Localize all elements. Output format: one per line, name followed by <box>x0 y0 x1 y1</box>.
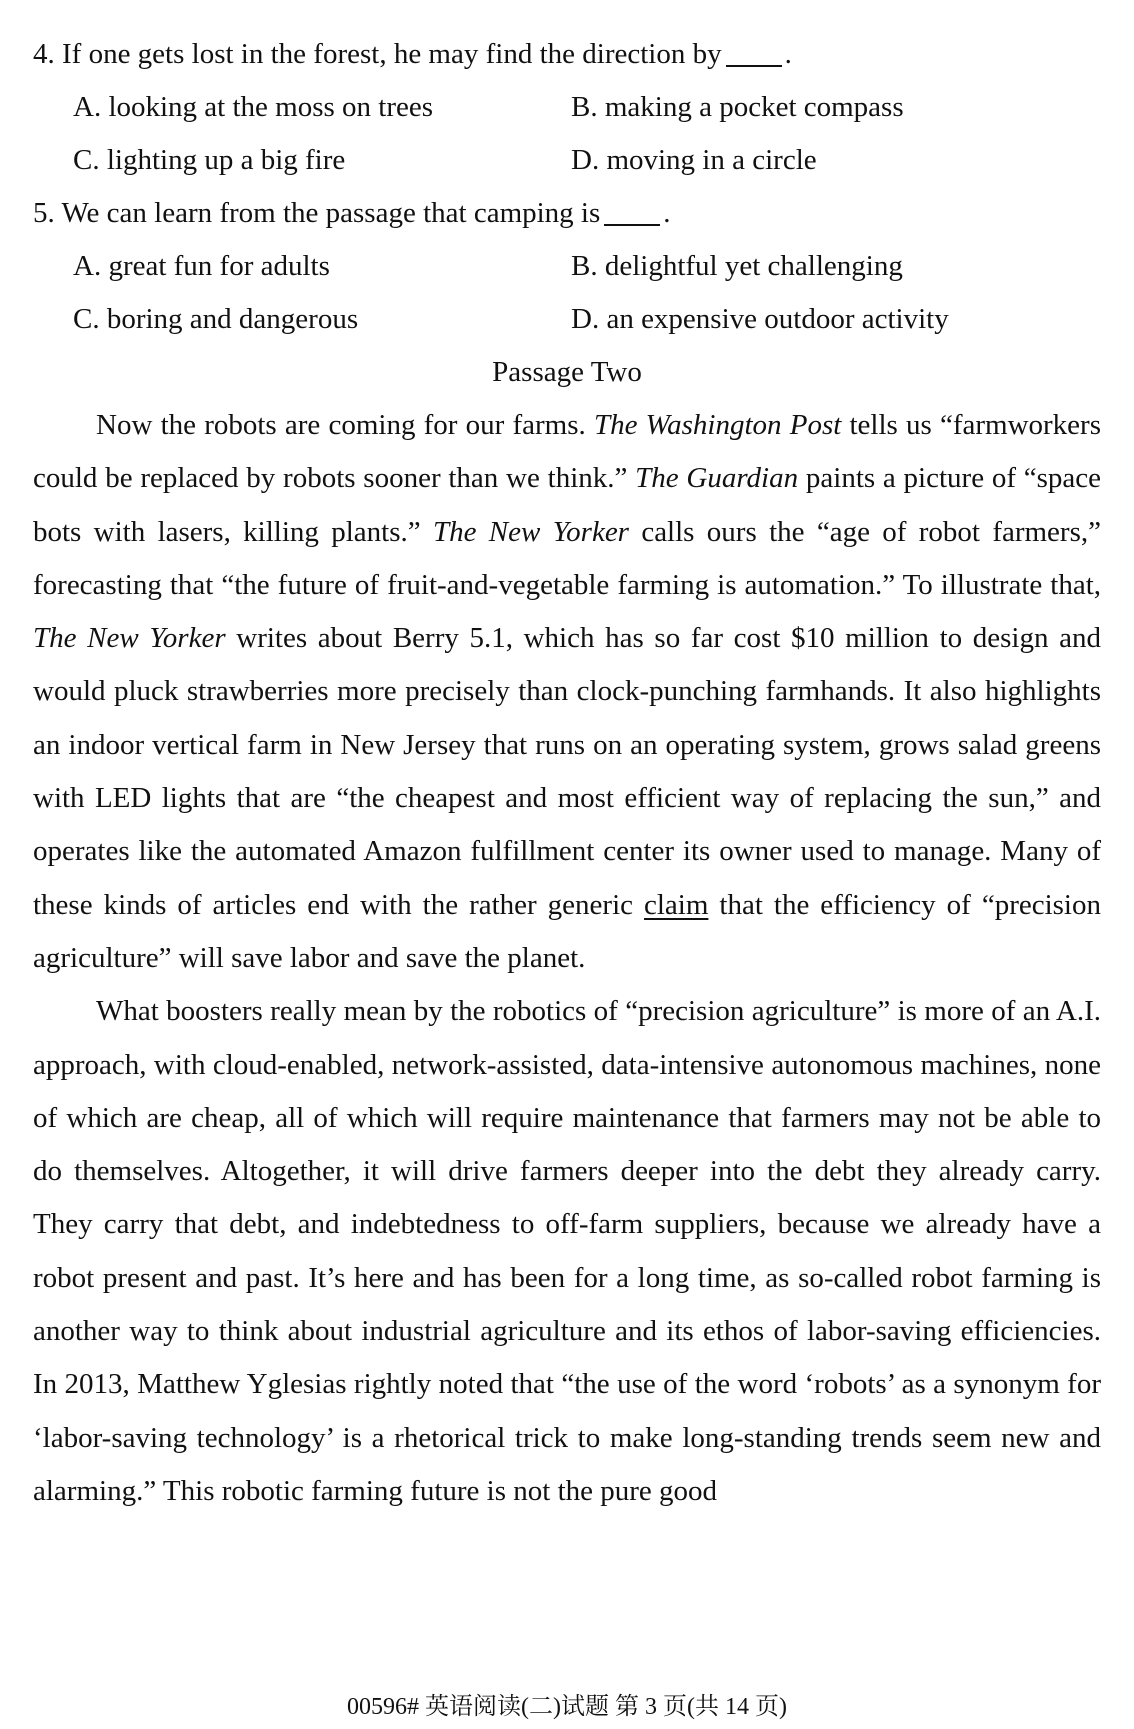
answer-blank <box>726 36 782 67</box>
p1-text-6: that the efficiency of “precision agriculture” will save labor and save the planet. <box>33 888 1101 974</box>
question-5-text: 5. We can learn from the passage that camping is <box>33 197 601 229</box>
underlined-word-claim: claim <box>644 888 709 921</box>
p1-text-2: tells us “farmworkers could be replaced by robots sooner than we think.” <box>33 409 1101 495</box>
question-4-option-a: A. looking at the moss on trees <box>73 91 434 123</box>
question-4-text: 4. If one gets lost in the forest, he may find the direction by <box>33 38 722 70</box>
answer-blank <box>604 195 660 226</box>
page-footer: 00596# 英语阅读(二)试题 第 3 页(共 14 页) <box>347 1694 787 1720</box>
question-4-options-row-2 <box>33 134 1101 187</box>
passage-paragraph-1 <box>33 399 1101 985</box>
question-5-option-b: B. delightful yet challenging <box>571 250 903 282</box>
question-4-options-row-1 <box>33 81 1101 134</box>
question-5-option-d: D. an expensive outdoor activity <box>571 303 949 335</box>
question-5-suffix: . <box>663 197 671 229</box>
question-5-stem <box>33 187 1101 240</box>
p1-text-5: writes about Berry 5.1, which has so far cost $10 million to design and would pluck strawberries more precisely than clock-punching farmhands. It also highlights an indoor vertical farm in New Jersey that runs on an operating system, grows salad greens with LED lights that are “the cheapest and most efficient way of replacing the sun,” and operates like the automated Amazon fulfillment center its owner used to manage. Many of these kinds of articles end with the rather generic <box>33 622 1101 921</box>
question-5-option-c: C. boring and dangerous <box>73 303 359 335</box>
question-4-stem <box>33 28 1101 81</box>
publication-title: The Washington Post <box>593 409 842 441</box>
question-4-option-c: C. lighting up a big fire <box>73 144 346 176</box>
passage-heading: Passage Two <box>492 356 642 388</box>
p1-text-3: paints a picture of “space bots with lasers, killing plants.” <box>33 462 1102 548</box>
passage-paragraph-2: What boosters really mean by the robotics of “precision agriculture” is more of an A.I. approach, with cloud-enabled, network-assisted, data-intensive autonomous machines, none of which are cheap, all of which will require maintenance that farmers may not be able to do themselves. Altogether, it will drive farmers deeper into the debt they already carry. They carry that debt, and indebtedness to off-farm suppliers, because we already have a robot present and past. It’s here and has been for a long time, as so-called robot farming is another way to think about industrial agriculture and its ethos of labor-saving efficiencies. In 2013, Matthew Yglesias rightly noted that “the use of the word ‘robots’ as a synonym for ‘labor-saving technology’ is a rhetorical trick to make long-standing trends seem new and alarming.” This robotic farming future is not the pure good <box>33 995 1101 1507</box>
question-5-option-a: A. great fun for adults <box>73 250 330 282</box>
question-4-option-d: D. moving in a circle <box>571 144 817 176</box>
question-4-suffix: . <box>784 38 792 70</box>
p1-text-1: Now the robots are coming for our farms. <box>96 409 594 441</box>
question-5-options-row-2 <box>33 293 1101 346</box>
question-4-option-b: B. making a pocket compass <box>571 91 904 123</box>
publication-title: The New Yorker <box>432 515 629 548</box>
p1-text-4: calls ours the “age of robot farmers,” forecasting that “the future of fruit-and-vegetable farming is automation.” To illustrate that, <box>33 515 1101 601</box>
question-5-options-row-1 <box>33 240 1101 293</box>
publication-title: The Guardian <box>635 462 799 495</box>
exam-page <box>33 28 1101 1518</box>
publication-title: The New Yorker <box>33 622 226 655</box>
